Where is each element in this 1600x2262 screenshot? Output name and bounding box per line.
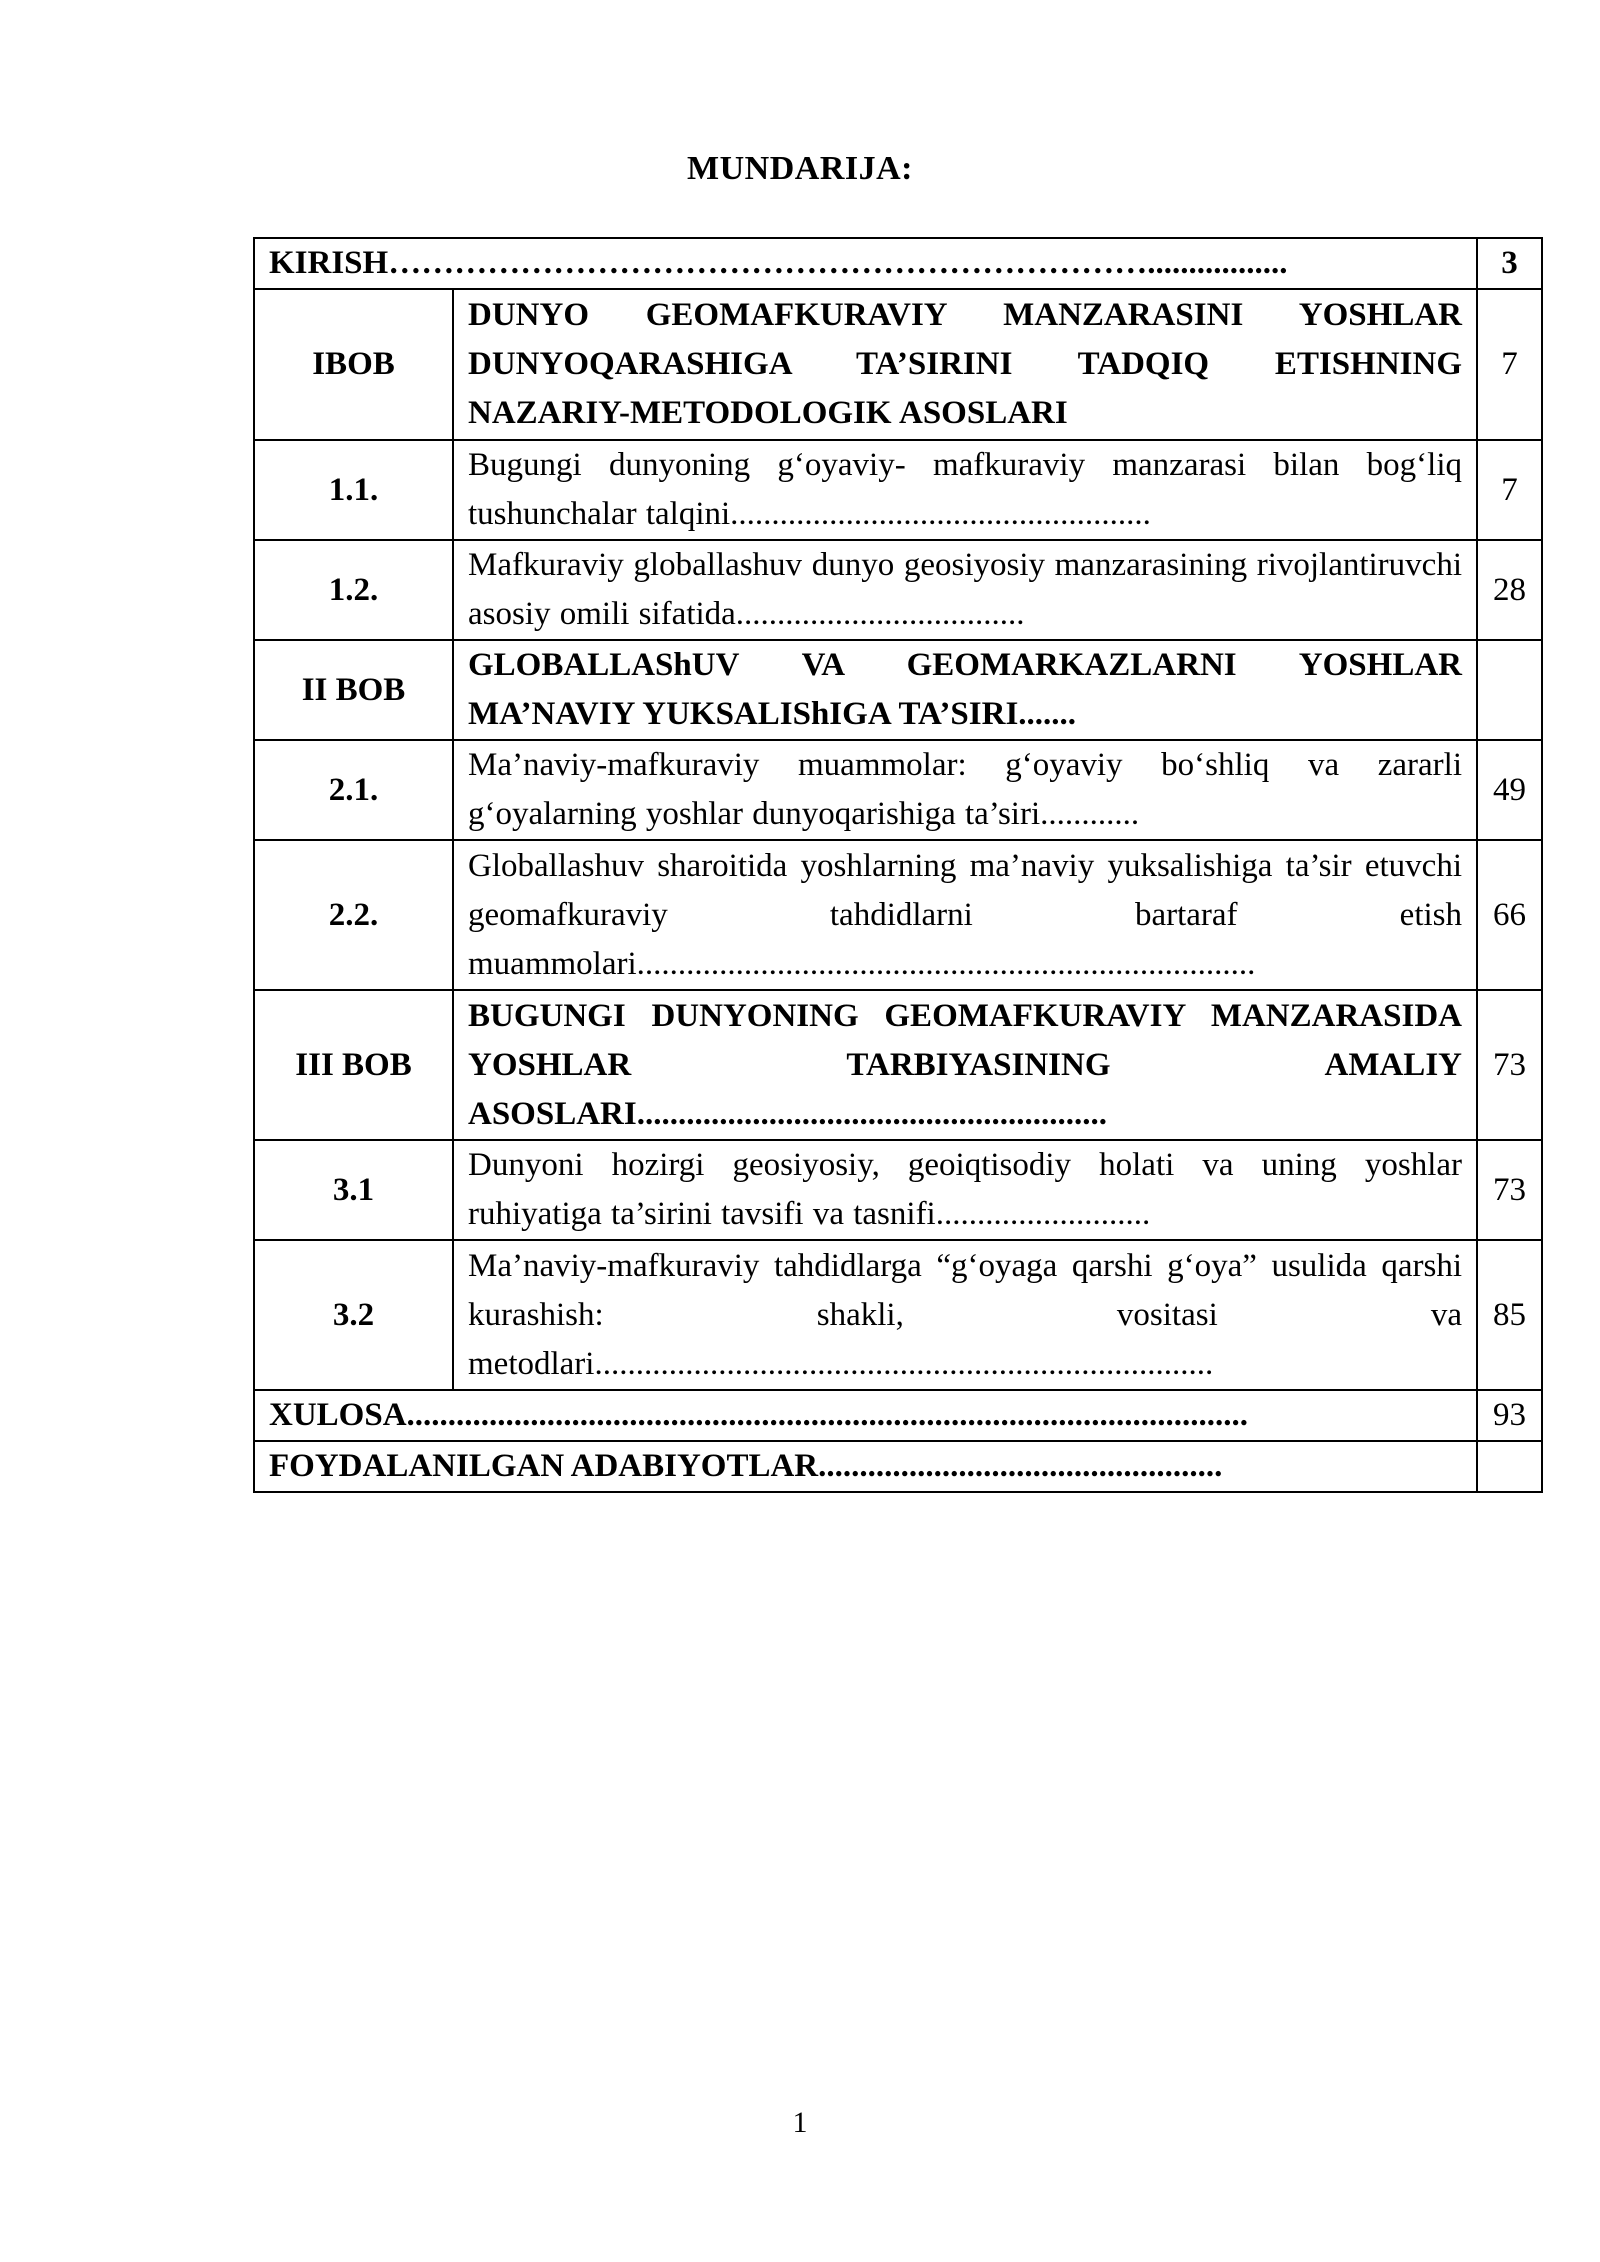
toc-section-title: Bugungi dunyoning g‘oyaviy- mafkuraviy manzarasi bilan bog‘liq tushunchalar talqini................................................... (453, 440, 1477, 540)
toc-page-number (1477, 640, 1542, 740)
toc-page-number: 66 (1477, 840, 1542, 990)
toc-section-title: Dunyoni hozirgi geosiyosiy, geoiqtisodiy holati va uning yoshlar ruhiyatiga ta’sirini tavsifi va tasnifi.......................... (453, 1140, 1477, 1240)
toc-page-number: 73 (1477, 1140, 1542, 1240)
toc-conclusion-title: XULOSA...................................................................................................... (254, 1390, 1477, 1441)
toc-section-number: 1.1. (254, 440, 453, 540)
toc-section-number: 3.2 (254, 1240, 453, 1390)
toc-section-number: 2.2. (254, 840, 453, 990)
toc-section-title: Globallashuv sharoitida yoshlarning ma’naviy yuksalishiga ta’sir etuvchi geomafkuraviy tahdidlarni bartaraf etish muammolari........................................................................... (453, 840, 1477, 990)
toc-section-title: Ma’naviy-mafkuraviy tahdidlarga “g‘oyaga qarshi g‘oya” usulida qarshi kurashish: shakli, vositasi va metodlari........................................................................... (453, 1240, 1477, 1390)
toc-chapter-title: GLOBALLAShUV VA GEOMARKAZLARNI YOSHLAR MA’NAVIY YUKSALIShIGA TA’SIRI....... (453, 640, 1477, 740)
toc-page-number: 49 (1477, 740, 1542, 840)
page-title: MUNDARIJA: (687, 150, 913, 187)
toc-section-title: Ma’naviy-mafkuraviy muammolar: g‘oyaviy bo‘shliq va zararli g‘oyalarning yoshlar dunyoqarishiga ta’siri............ (453, 740, 1477, 840)
toc-references-title: FOYDALANILGAN ADABIYOTLAR................................................. (254, 1441, 1477, 1492)
page-number: 1 (792, 2106, 808, 2139)
toc-row-chapter-1 (254, 289, 1542, 440)
toc-section-title: Mafkuraviy globallashuv dunyo geosiyosiy manzarasining rivojlantiruvchi asosiy omili sifatida................................... (453, 540, 1477, 640)
toc-page-number: 28 (1477, 540, 1542, 640)
toc-row-chapter-2 (254, 640, 1542, 740)
toc-row-chapter-3 (254, 990, 1542, 1140)
table-of-contents (253, 237, 1543, 1493)
toc-intro-title: KIRISH……………………………………………………………................. (254, 238, 1477, 289)
toc-section-number: 2.1. (254, 740, 453, 840)
toc-page-number: 7 (1477, 289, 1542, 440)
toc-row-section-1-2 (254, 540, 1542, 640)
toc-chapter-number: III BOB (254, 990, 453, 1140)
toc-row-section-2-2 (254, 840, 1542, 990)
toc-row-conclusion (254, 1390, 1542, 1441)
toc-conclusion-page: 93 (1477, 1390, 1542, 1441)
toc-chapter-title: BUGUNGI DUNYONING GEOMAFKURAVIY MANZARASIDA YOSHLAR TARBIYASINING AMALIY ASOSLARI......................................................... (453, 990, 1477, 1140)
toc-row-section-1-1 (254, 440, 1542, 540)
toc-references-page (1477, 1441, 1542, 1492)
toc-row-section-2-1 (254, 740, 1542, 840)
toc-intro-page: 3 (1477, 238, 1542, 289)
toc-chapter-title: DUNYO GEOMAFKURAVIY MANZARASINI YOSHLAR DUNYOQARASHIGA TA’SIRINI TADQIQ ETISHNING NAZARIY-METODOLOGIK ASOSLARI (453, 289, 1477, 440)
toc-chapter-number: IBOB (254, 289, 453, 440)
toc-page-number: 85 (1477, 1240, 1542, 1390)
toc-row-section-3-1 (254, 1140, 1542, 1240)
toc-section-number: 1.2. (254, 540, 453, 640)
toc-row-references (254, 1441, 1542, 1492)
toc-row-section-3-2 (254, 1240, 1542, 1390)
toc-page-number: 73 (1477, 990, 1542, 1140)
toc-row-intro (254, 238, 1542, 289)
toc-chapter-number: II BOB (254, 640, 453, 740)
toc-section-number: 3.1 (254, 1140, 453, 1240)
toc-page-number: 7 (1477, 440, 1542, 540)
